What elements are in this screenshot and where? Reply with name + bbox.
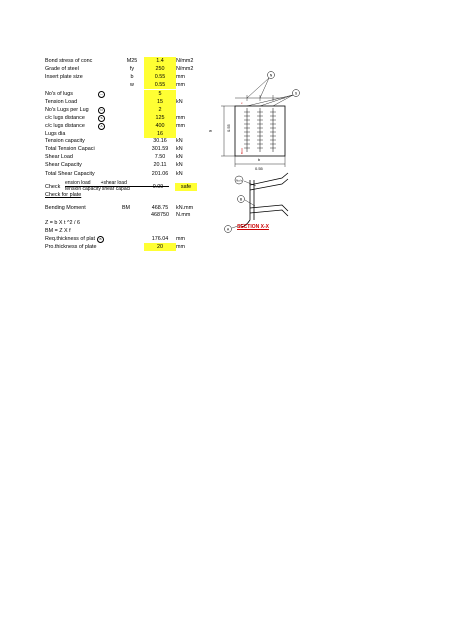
unit: kN xyxy=(176,99,183,105)
label: c/c lugs distance xyxy=(45,115,85,121)
unit: N/mm2 xyxy=(176,66,194,72)
label: Bending Moment xyxy=(45,205,86,211)
formula: BM = Z X f xyxy=(45,228,71,234)
value-cell: 30.16 xyxy=(153,138,167,144)
unit: N.mm xyxy=(176,212,191,218)
safe-badge: safe xyxy=(175,183,197,191)
marker-circle: A xyxy=(98,123,105,130)
unit: N/mm2 xyxy=(176,58,194,64)
unit: mm xyxy=(176,74,185,80)
section-cut-x-top: x xyxy=(241,101,243,105)
fraction-top-b: +shear load xyxy=(100,180,127,186)
unit: kN xyxy=(176,162,183,168)
label: Total Shear Capacity xyxy=(45,171,95,177)
unit: mm xyxy=(176,236,185,242)
value-cell[interactable]: 250 xyxy=(144,65,176,73)
value-cell: 301.59 xyxy=(151,146,169,152)
symbol: BM xyxy=(121,205,131,211)
label: Insert plate size xyxy=(45,74,83,80)
label: Shear Load xyxy=(45,154,73,160)
value-cell[interactable]: 1.4 xyxy=(144,57,176,65)
symbol: b xyxy=(130,74,134,80)
value-cell: 7.50 xyxy=(154,154,166,160)
value-cell[interactable]: 0.55 xyxy=(144,81,176,89)
fraction-bottom-a: tension capacity xyxy=(65,186,101,192)
section-heading: Check for plate xyxy=(45,192,82,198)
marker-a-label: A xyxy=(226,227,230,232)
value-cell[interactable]: 0.55 xyxy=(144,73,176,81)
label: Total Tension Capaci xyxy=(45,146,95,152)
marker-nos-label: No's xyxy=(236,178,242,183)
check-label: Check xyxy=(45,184,61,190)
label: Shear Capacity xyxy=(45,162,82,168)
lug-group xyxy=(247,108,273,152)
label: Grade of steel xyxy=(45,66,79,72)
label: No's Lugs per Lug xyxy=(45,107,89,113)
marker-circle: B xyxy=(97,236,104,243)
value-cell[interactable]: 2 xyxy=(144,106,176,114)
value-cell: 176.04 xyxy=(151,236,169,242)
label: Req.thickness of plat xyxy=(45,236,96,242)
value-cell[interactable]: 125 xyxy=(144,114,176,122)
marker-s-label: S xyxy=(294,91,298,96)
marker-circle: S xyxy=(98,115,105,122)
dim-w-label: w xyxy=(209,128,212,133)
value-cell[interactable]: 15 xyxy=(144,98,176,106)
label: c/c lugs distance xyxy=(45,123,85,129)
unit: kN xyxy=(176,171,183,177)
marker-circle: — xyxy=(100,92,103,96)
value-cell: 468750 xyxy=(151,212,169,218)
unit: kN xyxy=(176,154,183,160)
unit: kN xyxy=(176,146,183,152)
label: Bond stress of conc xyxy=(45,58,93,64)
formula: Z = b X t ^2 / 6 xyxy=(45,220,81,226)
label: Pro.thickness of plate xyxy=(45,244,97,250)
symbol: fy xyxy=(129,66,135,72)
marker-n-top-label: N xyxy=(269,73,273,78)
unit: mm xyxy=(176,115,185,121)
symbol: M25 xyxy=(126,58,138,64)
unit: mm xyxy=(176,244,185,250)
value-cell[interactable]: 5 xyxy=(144,90,176,98)
dim-w-value: 0.55 xyxy=(255,166,263,171)
fraction-top-a: ension load xyxy=(65,180,91,186)
marker-b-label: B xyxy=(239,197,243,202)
ratio-value: 0.09 xyxy=(152,184,164,190)
symbol: w xyxy=(130,82,134,88)
section-x-x-label: SECTION X-X xyxy=(237,224,269,230)
unit: mm xyxy=(176,123,185,129)
dim-b-label: b xyxy=(258,157,261,162)
label: Lugs dia xyxy=(45,131,66,137)
value-cell[interactable]: 16 xyxy=(144,130,176,138)
label: Tension capacity xyxy=(45,138,85,144)
dim-h-value: 0.55 xyxy=(226,124,231,132)
value-cell[interactable]: 400 xyxy=(144,122,176,130)
value-cell: 20.11 xyxy=(153,162,167,168)
insert-plate-drawing xyxy=(200,60,310,240)
label: No's of lugs xyxy=(45,91,73,97)
unit: mm xyxy=(176,82,185,88)
marker-circle: N xyxy=(98,107,105,114)
value-cell: 201.06 xyxy=(151,171,169,177)
leader-lines xyxy=(247,78,293,106)
unit: kN xyxy=(176,138,183,144)
value-cell[interactable]: 20 xyxy=(144,243,176,251)
label: Tension Load xyxy=(45,99,78,105)
unit: kN.mm xyxy=(176,205,194,211)
fraction-bottom-b: shear capaci xyxy=(101,186,131,192)
row-pro-thickness xyxy=(0,243,474,251)
value-cell: 468.75 xyxy=(151,205,169,211)
